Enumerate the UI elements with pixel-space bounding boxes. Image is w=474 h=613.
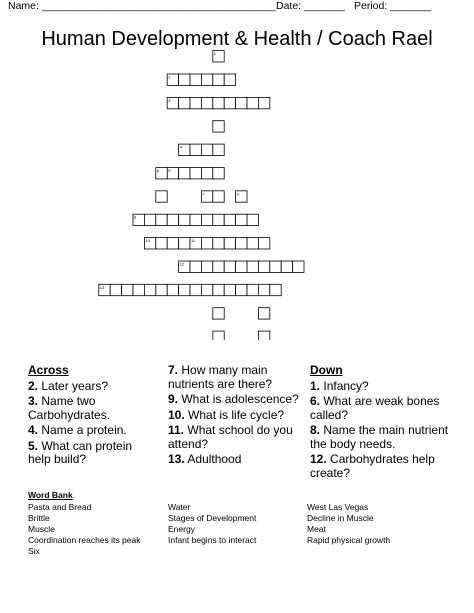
cell-number: 1 [213, 51, 217, 57]
across-clues-continued [168, 364, 303, 469]
crossword-cell[interactable] [236, 214, 247, 225]
crossword-cell[interactable] [190, 261, 201, 272]
crossword-cell[interactable] [190, 284, 201, 295]
clue-across-7: 7. How many main nutrients are there? [168, 363, 273, 391]
word-bank-item: Pasta and Bread [28, 502, 92, 512]
crossword-cell[interactable] [213, 308, 224, 319]
clue-across-11: 11. What school do you attend? [168, 423, 293, 451]
crossword-cell[interactable] [213, 284, 224, 295]
crossword-cell[interactable] [201, 284, 212, 295]
clue-across-4: 4. Name a protein. [28, 423, 127, 437]
down-clues [310, 364, 460, 482]
crossword-cell[interactable] [236, 238, 247, 249]
cell-number: 2 [168, 74, 171, 80]
crossword-cell[interactable] [201, 168, 212, 179]
crossword-cell[interactable] [156, 238, 167, 249]
crossword-cell[interactable] [293, 261, 304, 272]
word-bank-column-3 [307, 502, 390, 546]
page-title: Human Development & Health / Coach Rael [41, 28, 433, 50]
crossword-cell[interactable] [201, 74, 212, 85]
cell-number: 4 [179, 144, 182, 150]
clue-across-5: 5. What can protein help build? [28, 438, 133, 466]
word-bank-column-2 [168, 502, 256, 546]
word-bank-item: Meat [307, 524, 326, 534]
crossword-cell[interactable] [190, 97, 201, 108]
crossword-cell[interactable] [236, 284, 247, 295]
crossword-cell[interactable] [270, 284, 281, 295]
crossword-cell[interactable] [247, 97, 258, 108]
word-bank-item: Muscle [28, 524, 55, 534]
crossword-cell[interactable] [213, 121, 224, 132]
crossword-cell[interactable] [122, 284, 133, 295]
crossword-cell[interactable] [156, 214, 167, 225]
crossword-cell[interactable] [201, 144, 212, 155]
word-bank-title: Word Bank [28, 490, 73, 500]
crossword-cell[interactable] [270, 261, 281, 272]
crossword-cell[interactable] [224, 284, 235, 295]
word-bank-item: West Las Vegas [307, 502, 369, 512]
cell-number: 8 [134, 214, 137, 220]
crossword-cell[interactable] [213, 191, 224, 202]
clue-down-8: 8. Name the main nutrient the body needs. [310, 423, 449, 451]
cell-number: 12 [179, 261, 185, 267]
crossword-cell[interactable] [258, 331, 269, 340]
crossword-cell[interactable] [201, 214, 212, 225]
clue-down-12: 12. Carbohydrates help create? [310, 452, 435, 480]
word-bank-item: Brittle [28, 513, 50, 523]
crossword-cell[interactable] [144, 284, 155, 295]
crossword-cell[interactable] [190, 74, 201, 85]
crossword-cell[interactable] [258, 261, 269, 272]
cell-number: 10 [145, 238, 150, 244]
clue-down-6: 6. What are weak bones called? [310, 394, 440, 422]
crossword-cell[interactable] [247, 238, 258, 249]
crossword-cell[interactable] [236, 97, 247, 108]
word-bank-item: Energy [168, 524, 195, 534]
crossword-cell[interactable] [213, 238, 224, 249]
clue-across-2: 2. Later years? [28, 378, 109, 393]
word-bank-item: Rapid physical growth [307, 535, 391, 545]
date-field[interactable]: Date: _______ [276, 0, 345, 12]
crossword-cell[interactable] [190, 214, 201, 225]
crossword-cell[interactable] [224, 74, 235, 85]
crossword-cell[interactable] [213, 97, 224, 108]
crossword-cell[interactable] [179, 284, 190, 295]
crossword-cell[interactable] [224, 261, 235, 272]
crossword-cell[interactable] [258, 238, 269, 249]
word-bank-item: Infant begins to interact [168, 535, 257, 545]
cell-number: 11 [191, 238, 196, 244]
crossword-cell[interactable] [213, 214, 224, 225]
crossword-cell[interactable] [179, 238, 190, 249]
crossword-cell[interactable] [224, 238, 235, 249]
crossword-cell[interactable] [179, 168, 190, 179]
cell-number: 3 [168, 97, 171, 103]
cell-number: 13 [99, 284, 105, 290]
crossword-cell[interactable] [201, 238, 212, 249]
word-bank-item: Stages of Development [168, 513, 257, 523]
crossword-cell[interactable] [213, 168, 224, 179]
crossword-cell[interactable] [213, 331, 224, 340]
crossword-cell[interactable] [213, 261, 224, 272]
cell-number: 7 [202, 191, 205, 197]
clue-down-1: 1. Infancy? [310, 378, 369, 393]
down-heading: Down [310, 363, 343, 377]
crossword-cell[interactable] [213, 144, 224, 155]
crossword-cell[interactable] [133, 284, 144, 295]
crossword-cell[interactable] [156, 284, 167, 295]
crossword-cell[interactable] [213, 74, 224, 85]
clue-across-3: 3. Name two Carbohydrates. [28, 394, 111, 422]
crossword-cell[interactable] [190, 144, 201, 155]
word-bank-item: Coordination reaches its peak [28, 535, 141, 545]
crossword-cell[interactable] [156, 191, 167, 202]
crossword-cell[interactable] [179, 214, 190, 225]
crossword-cell[interactable] [224, 97, 235, 108]
cell-number: 9 [236, 191, 239, 197]
crossword-cell[interactable] [247, 214, 258, 225]
crossword-cell[interactable] [167, 284, 178, 295]
clue-across-13: 13. Adulthood [168, 452, 242, 466]
word-bank-column-1 [28, 502, 140, 557]
crossword-cell[interactable] [258, 284, 269, 295]
crossword-cell[interactable] [224, 214, 235, 225]
cell-number: 5 [168, 168, 171, 173]
crossword-cell[interactable] [201, 261, 212, 272]
crossword-cell[interactable] [201, 97, 212, 108]
crossword-cell[interactable] [179, 74, 190, 85]
clue-across-9: 9. What is adolescence? [168, 392, 299, 406]
crossword-cell[interactable] [281, 261, 292, 272]
word-bank [28, 490, 468, 556]
period-field[interactable]: Period: _______ [354, 0, 432, 12]
crossword-cell[interactable] [179, 97, 190, 108]
crossword-cell[interactable] [258, 97, 269, 108]
clue-across-10: 10. What is life cycle? [168, 407, 285, 422]
word-bank-item: Six [28, 546, 40, 556]
word-bank-item: Water [168, 502, 191, 512]
crossword-cell[interactable] [110, 284, 121, 295]
crossword-cell[interactable] [190, 168, 201, 179]
crossword-cell[interactable] [247, 261, 258, 272]
crossword-cell[interactable] [167, 238, 178, 249]
across-heading: Across [28, 363, 69, 377]
name-field[interactable]: Name: ________________________________________ [8, 0, 276, 12]
cell-number: 6 [156, 168, 160, 173]
crossword-cell[interactable] [167, 214, 178, 225]
crossword-cell[interactable] [236, 261, 247, 272]
across-clues [28, 364, 158, 469]
crossword-cell[interactable] [258, 308, 269, 319]
crossword-cell[interactable] [144, 214, 155, 225]
word-bank-item: Decline in Muscle [307, 513, 374, 523]
crossword-cell[interactable] [247, 284, 258, 295]
